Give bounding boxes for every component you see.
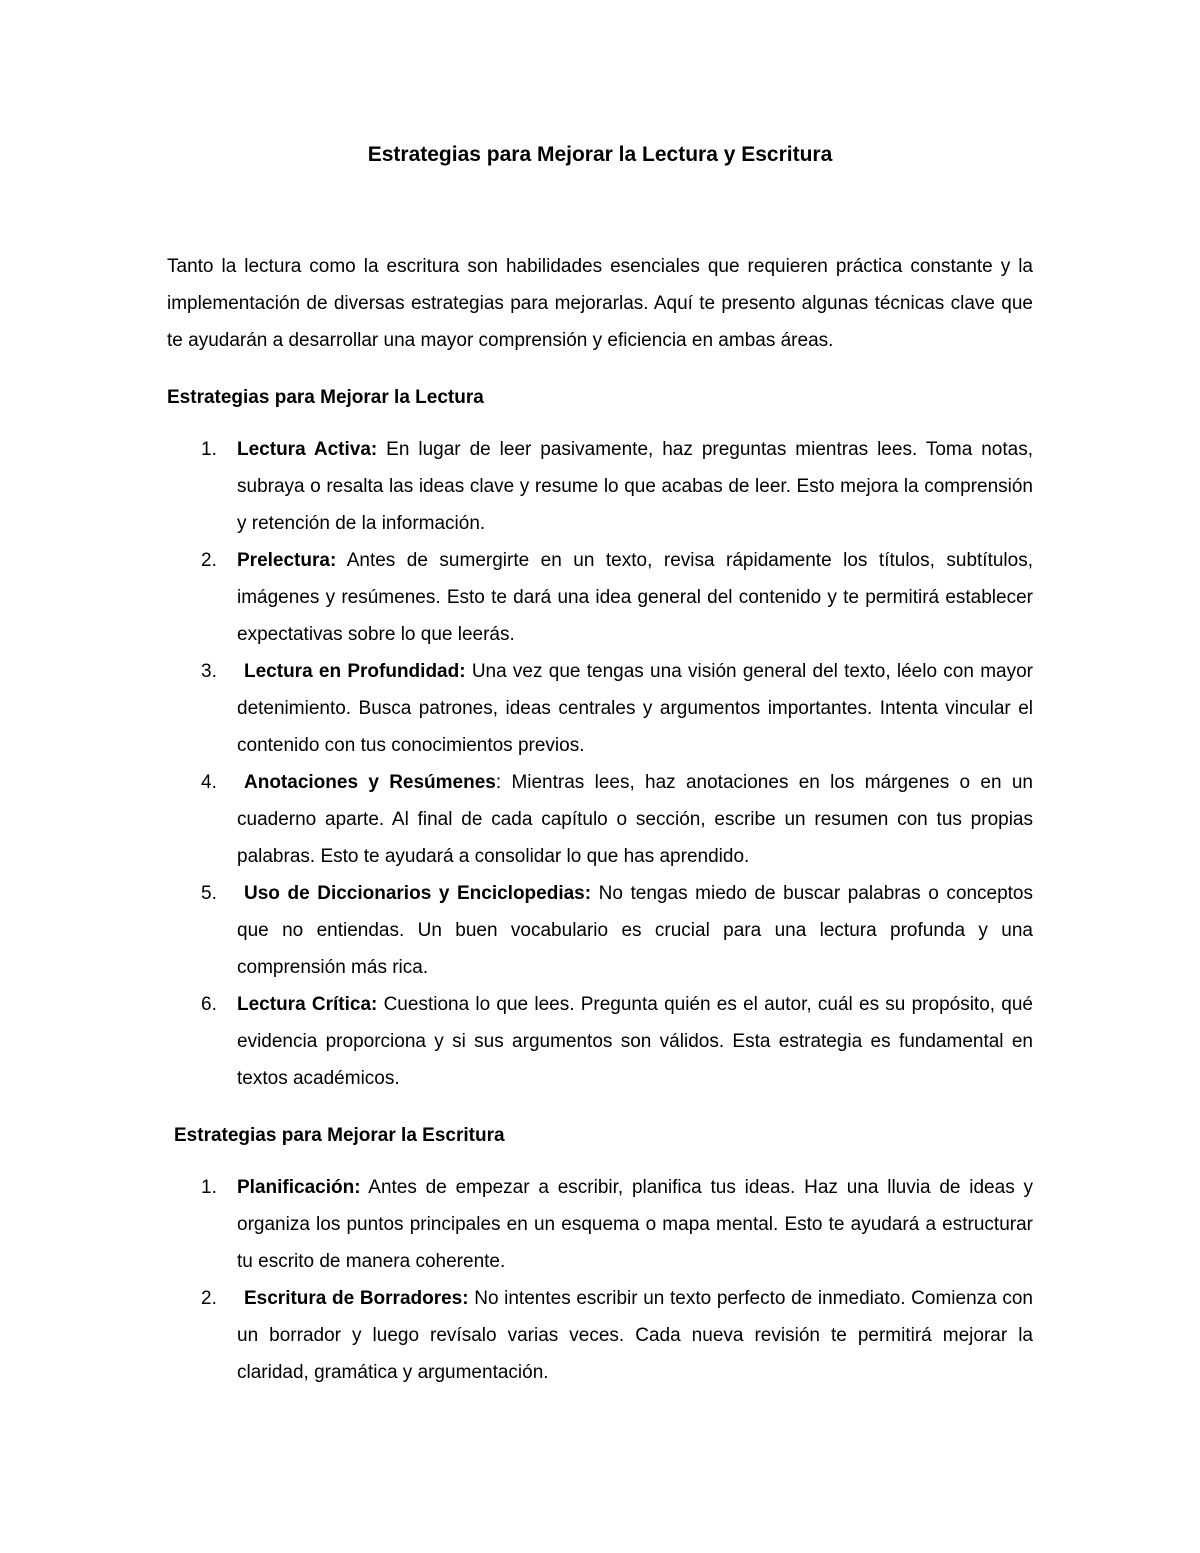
list-item [167,1280,1033,1391]
section-heading-lectura: Estrategias para Mejorar la Lectura [167,387,484,408]
document-title: Estrategias para Mejorar la Lectura y Escritura [367,143,833,166]
list-number: 2. [201,550,217,571]
item-text: Antes de empezar a escribir, planifica tus ideas. Haz una lluvia de ideas y organiza los puntos principales en un esquema o mapa mental. Esto te ayudará a estructurar tu escrito de manera coherente. [237,1177,1033,1272]
item-term: Lectura en Profundidad: [244,661,466,682]
document-page [167,140,1033,1391]
list-number: 3. [201,661,217,682]
list-item [167,653,1033,764]
intro-paragraph: Tanto la lectura como la escritura son habilidades esenciales que requieren práctica constante y la implementación de diversas estrategias para mejorarlas. Aquí te presento algunas técnicas clave que te ayudarán a desarrollar una mayor comprensión y eficiencia en ambas áreas. [167,256,1033,351]
item-text: Antes de sumergirte en un texto, revisa rápidamente los títulos, subtítulos, imágenes y resúmenes. Esto te dará una idea general del contenido y te permitirá establecer expectativas sobre lo que leerás. [237,550,1033,645]
list-item [167,542,1033,653]
item-text: No tengas miedo de buscar palabras o conceptos que no entiendas. Un buen vocabulario es crucial para una lectura profunda y una comprensión más rica. [237,883,1033,978]
list-item [167,1169,1033,1280]
lectura-list [167,431,1033,1097]
list-number: 4. [201,772,217,793]
escritura-list [167,1169,1033,1391]
list-number: 2. [201,1288,217,1309]
list-number: 6. [201,994,217,1015]
section-heading-escritura: Estrategias para Mejorar la Escritura [174,1125,505,1146]
item-text: Una vez que tengas una visión general del texto, léelo con mayor detenimiento. Busca patrones, ideas centrales y argumentos importantes. Intenta vincular el contenido con tus conocimientos previos. [237,661,1033,756]
list-number: 5. [201,883,217,904]
item-term: Planificación: [237,1177,361,1198]
list-number: 1. [201,1177,217,1198]
list-number: 1. [201,439,217,460]
item-term: Lectura Activa: [237,439,378,460]
list-item [167,764,1033,875]
item-text: : Mientras lees, haz anotaciones en los márgenes o en un cuaderno aparte. Al final de cada capítulo o sección, escribe un resumen con tus propias palabras. Esto te ayudará a consolidar lo que has aprendido. [237,772,1033,867]
item-text: En lugar de leer pasivamente, haz preguntas mientras lees. Toma notas, subraya o resalta las ideas clave y resume lo que acabas de leer. Esto mejora la comprensión y retención de la información. [237,439,1033,534]
list-item [167,875,1033,986]
item-text: Cuestiona lo que lees. Pregunta quién es el autor, cuál es su propósito, qué evidencia proporciona y si sus argumentos son válidos. Esta estrategia es fundamental en textos académicos. [237,994,1033,1089]
item-term: Prelectura: [237,550,337,571]
item-term: Lectura Crítica: [237,994,378,1015]
item-term: Anotaciones y Resúmenes [244,772,496,793]
list-item [167,986,1033,1097]
item-text: No intentes escribir un texto perfecto de inmediato. Comienza con un borrador y luego revísalo varias veces. Cada nueva revisión te permitirá mejorar la claridad, gramática y argumentación. [237,1288,1033,1383]
list-item [167,431,1033,542]
item-term: Uso de Diccionarios y Enciclopedias: [244,883,592,904]
item-term: Escritura de Borradores: [244,1288,469,1309]
